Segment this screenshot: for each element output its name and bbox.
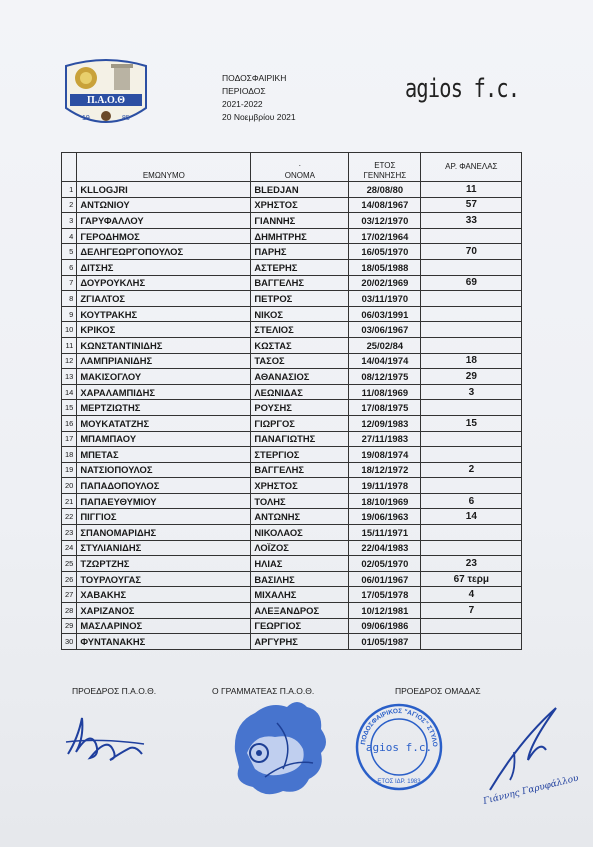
birth-date-cell: 25/02/84 <box>349 337 421 353</box>
surname-cell: ΜΑΣΛΑΡΙΝΟΣ <box>77 618 251 634</box>
header-line-2: ΠΕΡΙΟΔΟΣ <box>222 86 266 96</box>
birth-date-cell: 27/11/1983 <box>349 431 421 447</box>
table-row <box>62 587 522 603</box>
birth-date-cell: 17/05/1978 <box>349 587 421 603</box>
shirt-number-cell: 69 <box>421 275 522 291</box>
birth-date-cell: 19/11/1978 <box>349 478 421 494</box>
secretary-label: Ο ΓΡΑΜΜΑΤΕΑΣ Π.Α.Ο.Θ. <box>212 686 315 696</box>
shirt-number-cell <box>421 337 522 353</box>
row-number: 24 <box>62 540 77 556</box>
agios-club-logo: agios f.c. <box>405 74 520 104</box>
row-number: 2 <box>62 197 77 213</box>
surname-cell: ΠΑΠΑΕΥΘΥΜΙΟΥ <box>77 493 251 509</box>
row-number: 11 <box>62 337 77 353</box>
surname-cell: ΜΟΥΚΑΤΑΤΖΗΣ <box>77 415 251 431</box>
row-number: 29 <box>62 618 77 634</box>
svg-text:Π.Α.Ο.Θ: Π.Α.Ο.Θ <box>86 95 126 106</box>
header-name-dot: · <box>298 161 302 170</box>
row-number: 12 <box>62 353 77 369</box>
surname-cell: ΚΟΥΤΡΑΚΗΣ <box>77 306 251 322</box>
surname-cell: ΜΕΡΤΖΙΩΤΗΣ <box>77 400 251 416</box>
name-cell: ΓΙΩΡΓΟΣ <box>251 415 349 431</box>
name-cell: ΝΙΚΟΛΑΟΣ <box>251 525 349 541</box>
row-number: 28 <box>62 603 77 619</box>
row-number: 8 <box>62 291 77 307</box>
row-number: 21 <box>62 493 77 509</box>
table-row <box>62 322 522 338</box>
table-row <box>62 213 522 229</box>
birth-date-cell: 19/08/1974 <box>349 447 421 463</box>
table-row <box>62 571 522 587</box>
name-cell: ΒΑΓΓΕΛΗΣ <box>251 275 349 291</box>
table-row <box>62 462 522 478</box>
table-row <box>62 259 522 275</box>
name-cell: ΤΑΣΟΣ <box>251 353 349 369</box>
row-number: 14 <box>62 384 77 400</box>
shirt-number-cell: 18 <box>421 353 522 369</box>
header-birth-line1: ΕΤΟΣ <box>374 161 396 170</box>
row-number: 18 <box>62 447 77 463</box>
svg-text:agios f.c.: agios f.c. <box>365 741 433 754</box>
birth-date-cell: 11/08/1969 <box>349 384 421 400</box>
birth-date-cell: 01/05/1987 <box>349 634 421 650</box>
table-row <box>62 634 522 650</box>
name-cell: ΚΩΣΤΑΣ <box>251 337 349 353</box>
name-cell: ΤΟΛΗΣ <box>251 493 349 509</box>
birth-date-cell: 17/02/1964 <box>349 228 421 244</box>
row-number: 27 <box>62 587 77 603</box>
name-cell: ΔΗΜΗΤΡΗΣ <box>251 228 349 244</box>
agios-team-stamp <box>355 703 443 791</box>
surname-cell: ΧΑΡΙΖΑΝΟΣ <box>77 603 251 619</box>
birth-date-cell: 19/06/1963 <box>349 509 421 525</box>
header-line-1: ΠΟΔΟΣΦΑΙΡΙΚΗ <box>222 73 287 83</box>
svg-text:19: 19 <box>82 115 90 122</box>
row-number: 26 <box>62 571 77 587</box>
table-row <box>62 478 522 494</box>
table-row <box>62 384 522 400</box>
svg-text:ΕΤΟΣ ΙΔΡ. 1983: ΕΤΟΣ ΙΔΡ. 1983 <box>377 779 421 785</box>
header-surname: ΕΜΩΝΥΜΟ <box>77 153 251 182</box>
name-cell: ΜΙΧΑΛΗΣ <box>251 587 349 603</box>
team-president-signature <box>470 700 588 810</box>
shirt-number-cell <box>421 291 522 307</box>
header-birth-year <box>349 153 421 182</box>
surname-cell: ΝΑΤΣΙΟΠΟΥΛΟΣ <box>77 462 251 478</box>
svg-text:ΠΟΔΟΣΦΑΙΡΙΚΟΣ "ΑΓΙΟΣ" ΣΤΥΛΟΣ: ΠΟΔΟΣΦΑΙΡΙΚΟΣ "ΑΓΙΟΣ" ΣΤΥΛΟ <box>360 707 439 748</box>
surname-cell: ΜΠΕΤΑΣ <box>77 447 251 463</box>
shirt-number-cell: 14 <box>421 509 522 525</box>
surname-cell: ΔΟΥΡΟΥΚΛΗΣ <box>77 275 251 291</box>
table-row <box>62 306 522 322</box>
shirt-number-cell <box>421 447 522 463</box>
table-row <box>62 182 522 198</box>
surname-cell: ΧΑΒΑΚΗΣ <box>77 587 251 603</box>
birth-date-cell: 06/03/1991 <box>349 306 421 322</box>
secretary-stamp <box>225 693 335 803</box>
table-header-row <box>62 153 522 182</box>
surname-cell: ΦΥΝΤΑΝΑΚΗΣ <box>77 634 251 650</box>
birth-date-cell: 14/08/1967 <box>349 197 421 213</box>
surname-cell: ΤΟΥΡΛΟΥΓΑΣ <box>77 571 251 587</box>
surname-cell: ΠΑΠΑΔΟΠΟΥΛΟΣ <box>77 478 251 494</box>
surname-cell: ΓΑΡΥΦΑΛΛΟΥ <box>77 213 251 229</box>
name-cell: ΑΣΤΕΡΗΣ <box>251 259 349 275</box>
name-cell: ΗΛΙΑΣ <box>251 556 349 572</box>
row-number: 30 <box>62 634 77 650</box>
shirt-number-cell: 70 <box>421 244 522 260</box>
name-cell: ΓΕΩΡΓΙΟΣ <box>251 618 349 634</box>
birth-date-cell: 18/12/1972 <box>349 462 421 478</box>
surname-cell: ΜΑΚΙΣΟΓΛΟΥ <box>77 369 251 385</box>
header-number <box>62 153 77 182</box>
shirt-number-cell: 2 <box>421 462 522 478</box>
name-cell: ΣΤΕΛΙΟΣ <box>251 322 349 338</box>
name-cell: ΠΑΡΗΣ <box>251 244 349 260</box>
birth-date-cell: 18/10/1969 <box>349 493 421 509</box>
table-row <box>62 509 522 525</box>
shirt-number-cell: 4 <box>421 587 522 603</box>
table-row <box>62 228 522 244</box>
table-row <box>62 603 522 619</box>
document-header <box>222 72 342 124</box>
shirt-number-cell: 3 <box>421 384 522 400</box>
paoth-logo <box>62 58 150 132</box>
name-cell: ΧΡΗΣΤΟΣ <box>251 478 349 494</box>
row-number: 1 <box>62 182 77 198</box>
birth-date-cell: 18/05/1988 <box>349 259 421 275</box>
table-row <box>62 337 522 353</box>
name-cell: ΝΙΚΟΣ <box>251 306 349 322</box>
birth-date-cell: 28/08/80 <box>349 182 421 198</box>
row-number: 25 <box>62 556 77 572</box>
birth-date-cell: 03/06/1967 <box>349 322 421 338</box>
birth-date-cell: 03/12/1970 <box>349 213 421 229</box>
roster-table <box>61 152 522 650</box>
row-number: 17 <box>62 431 77 447</box>
surname-cell: KLLOGJRI <box>77 182 251 198</box>
table-row <box>62 369 522 385</box>
shirt-number-cell: 7 <box>421 603 522 619</box>
birth-date-cell: 02/05/1970 <box>349 556 421 572</box>
shirt-number-cell <box>421 634 522 650</box>
shirt-number-cell <box>421 228 522 244</box>
shirt-number-cell: 23 <box>421 556 522 572</box>
shirt-number-cell <box>421 618 522 634</box>
surname-cell: ΧΑΡΑΛΑΜΠΙΔΗΣ <box>77 384 251 400</box>
name-cell: ΣΤΕΡΓΙΟΣ <box>251 447 349 463</box>
surname-cell: ΠΙΓΓΙΟΣ <box>77 509 251 525</box>
surname-cell: ΑΝΤΩΝΙΟΥ <box>77 197 251 213</box>
surname-cell: ΖΓΙΑΛΤΟΣ <box>77 291 251 307</box>
row-number: 9 <box>62 306 77 322</box>
roster-body <box>62 182 522 650</box>
row-number: 15 <box>62 400 77 416</box>
shirt-number-cell: 57 <box>421 197 522 213</box>
birth-date-cell: 22/04/1983 <box>349 540 421 556</box>
surname-cell: ΔΕΛΗΓΕΩΡΓΟΠΟΥΛΟΣ <box>77 244 251 260</box>
surname-cell: ΤΖΩΡΤΖΗΣ <box>77 556 251 572</box>
birth-date-cell: 16/05/1970 <box>349 244 421 260</box>
table-row <box>62 244 522 260</box>
table-row <box>62 525 522 541</box>
table-row <box>62 431 522 447</box>
name-cell: ΠΑΝΑΓΙΩΤΗΣ <box>251 431 349 447</box>
row-number: 7 <box>62 275 77 291</box>
row-number: 22 <box>62 509 77 525</box>
surname-cell: ΜΠΑΜΠΑΟΥ <box>77 431 251 447</box>
shirt-number-cell <box>421 478 522 494</box>
shirt-number-cell: 6 <box>421 493 522 509</box>
row-number: 13 <box>62 369 77 385</box>
shirt-number-cell: 33 <box>421 213 522 229</box>
header-line-4: 20 Νοεμβρίου 2021 <box>222 112 296 122</box>
header-line-3: 2021-2022 <box>222 99 263 109</box>
name-cell: ΑΛΕΞΑΝΔΡΟΣ <box>251 603 349 619</box>
name-cell: ΓΙΑΝΝΗΣ <box>251 213 349 229</box>
row-number: 5 <box>62 244 77 260</box>
row-number: 6 <box>62 259 77 275</box>
shirt-number-cell <box>421 259 522 275</box>
name-cell: ΒΑΓΓΕΛΗΣ <box>251 462 349 478</box>
surname-cell: ΚΡΙΚΟΣ <box>77 322 251 338</box>
birth-date-cell: 12/09/1983 <box>349 415 421 431</box>
birth-date-cell: 06/01/1967 <box>349 571 421 587</box>
president-signature <box>60 708 150 768</box>
birth-date-cell: 08/12/1975 <box>349 369 421 385</box>
table-row <box>62 400 522 416</box>
header-name <box>251 153 349 182</box>
row-number: 16 <box>62 415 77 431</box>
table-row <box>62 415 522 431</box>
shirt-number-cell: 15 <box>421 415 522 431</box>
birth-date-cell: 17/08/1975 <box>349 400 421 416</box>
president-label: ΠΡΟΕΔΡΟΣ Π.Α.Ο.Θ. <box>72 686 157 696</box>
surname-cell: ΔΙΤΣΗΣ <box>77 259 251 275</box>
surname-cell: ΣΠΑΝΟΜΑΡΙΔΗΣ <box>77 525 251 541</box>
shirt-number-cell <box>421 525 522 541</box>
name-cell: ΑΡΓΥΡΗΣ <box>251 634 349 650</box>
table-row <box>62 493 522 509</box>
birth-date-cell: 03/11/1970 <box>349 291 421 307</box>
header-shirt-number: ΑΡ. ΦΑΝΕΛΑΣ <box>421 153 522 182</box>
shirt-number-cell: 29 <box>421 369 522 385</box>
svg-text:85: 85 <box>122 115 130 122</box>
table-row <box>62 540 522 556</box>
table-row <box>62 197 522 213</box>
surname-cell: ΛΑΜΠΡΙΑΝΙΔΗΣ <box>77 353 251 369</box>
shirt-number-cell <box>421 322 522 338</box>
row-number: 19 <box>62 462 77 478</box>
shirt-number-cell <box>421 400 522 416</box>
row-number: 10 <box>62 322 77 338</box>
row-number: 4 <box>62 228 77 244</box>
shirt-number-cell <box>421 306 522 322</box>
shirt-number-cell <box>421 431 522 447</box>
name-cell: ΛΟΪΖΟΣ <box>251 540 349 556</box>
header-birth-line2: ΓΕΝΝΗΣΗΣ <box>363 171 407 180</box>
name-cell: BLEDJAN <box>251 182 349 198</box>
table-row <box>62 447 522 463</box>
header-name-label: ΟΝΟΜΑ <box>284 171 315 180</box>
name-cell: ΡΟΥΣΗΣ <box>251 400 349 416</box>
birth-date-cell: 15/11/1971 <box>349 525 421 541</box>
table-row <box>62 556 522 572</box>
svg-text:Γιάννης Γαρυφάλλου: Γιάννης Γαρυφάλλου <box>482 773 580 807</box>
shirt-number-cell: 67 τερμ <box>421 571 522 587</box>
birth-date-cell: 09/06/1986 <box>349 618 421 634</box>
row-number: 20 <box>62 478 77 494</box>
table-row <box>62 275 522 291</box>
row-number: 3 <box>62 213 77 229</box>
table-row <box>62 618 522 634</box>
birth-date-cell: 10/12/1981 <box>349 603 421 619</box>
birth-date-cell: 20/02/1969 <box>349 275 421 291</box>
name-cell: ΑΘΑΝΑΣΙΟΣ <box>251 369 349 385</box>
team-president-label: ΠΡΟΕΔΡΟΣ ΟΜΑΔΑΣ <box>395 686 481 696</box>
name-cell: ΛΕΩΝΙΔΑΣ <box>251 384 349 400</box>
name-cell: ΒΑΣΙΛΗΣ <box>251 571 349 587</box>
shirt-number-cell <box>421 540 522 556</box>
table-row <box>62 353 522 369</box>
name-cell: ΑΝΤΩΝΗΣ <box>251 509 349 525</box>
row-number: 23 <box>62 525 77 541</box>
surname-cell: ΚΩΝΣΤΑΝΤΙΝΙΔΗΣ <box>77 337 251 353</box>
surname-cell: ΣΤΥΛΙΑΝΙΔΗΣ <box>77 540 251 556</box>
name-cell: ΧΡΗΣΤΟΣ <box>251 197 349 213</box>
table-row <box>62 291 522 307</box>
shirt-number-cell: 11 <box>421 182 522 198</box>
surname-cell: ΓΕΡΟΔΗΜΟΣ <box>77 228 251 244</box>
birth-date-cell: 14/04/1974 <box>349 353 421 369</box>
name-cell: ΠΕΤΡΟΣ <box>251 291 349 307</box>
